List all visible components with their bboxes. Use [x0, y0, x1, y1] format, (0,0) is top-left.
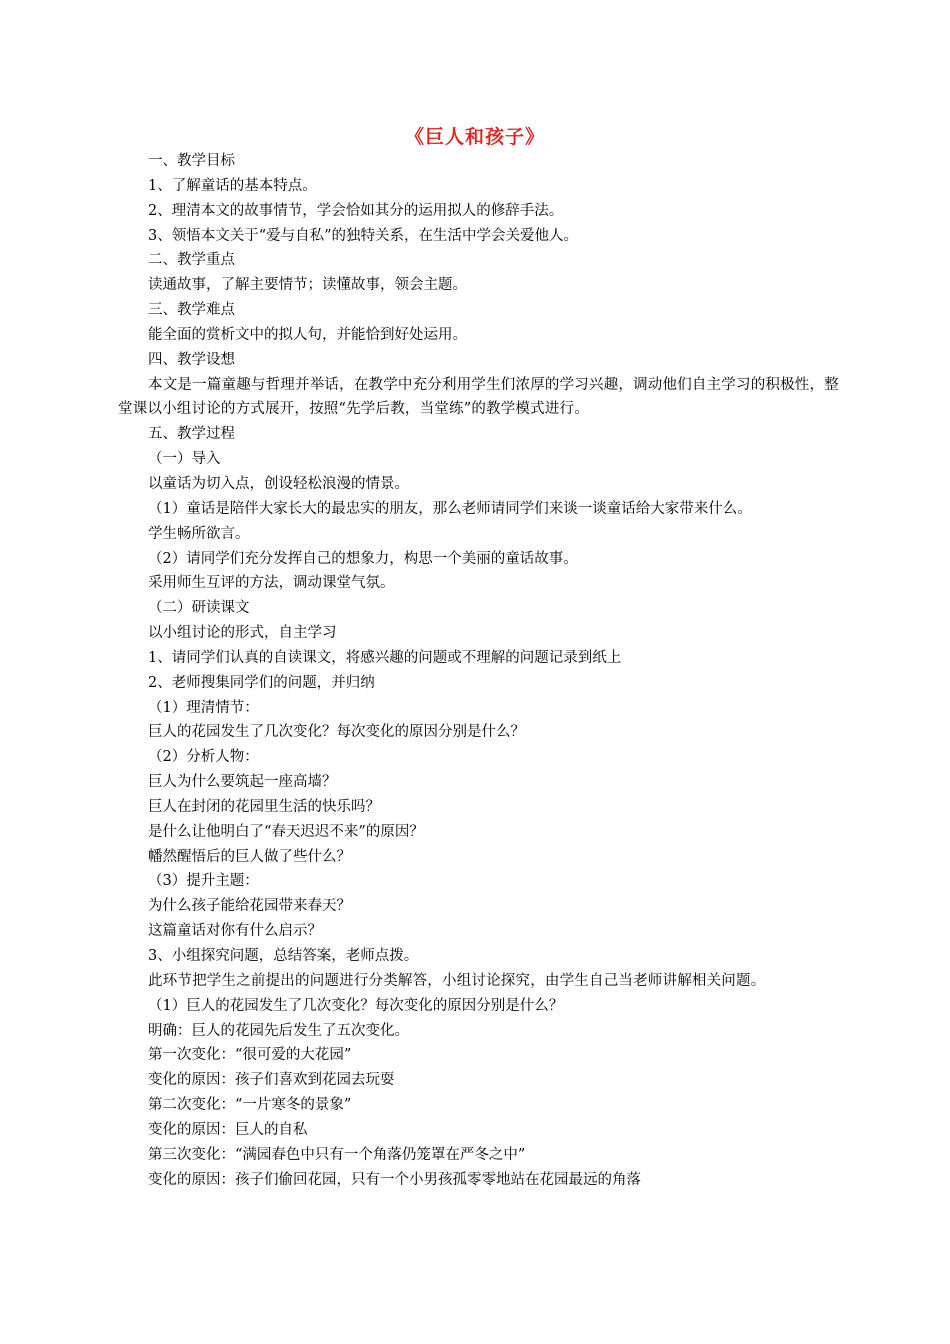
- paragraph: 第二次变化：“一片寒冬的景象”: [148, 1097, 352, 1114]
- section-heading: 五、教学过程: [148, 426, 235, 443]
- paragraph: 巨人为什么要筑起一座高墙？: [148, 774, 337, 791]
- paragraph: 能全面的赏析文中的拟人句，并能恰到好处运用。: [148, 326, 467, 343]
- paragraph: 以童话为切入点，创设轻松浪漫的情景。: [148, 475, 409, 492]
- paragraph: 学生畅所欲言。: [148, 525, 250, 542]
- paragraph: 第一次变化：“很可爱的大花园”: [148, 1047, 352, 1064]
- paragraph: （1）童话是陪伴大家长大的最忠实的朋友，那么老师请同学们来谈一谈童话给大家带来什么。: [148, 500, 752, 517]
- paragraph: 为什么孩子能给花园带来春天？: [148, 898, 351, 915]
- paragraph: （2）分析人物：: [148, 749, 259, 766]
- document-title: 《巨人和孩子》: [404, 126, 545, 148]
- paragraph: 变化的原因：孩子们喜欢到花园去玩耍: [148, 1072, 395, 1089]
- paragraph: 1、了解童话的基本特点。: [148, 177, 317, 194]
- paragraph: 变化的原因：孩子们偷回花园，只有一个小男孩孤零零地站在花园最远的角落: [148, 1171, 641, 1188]
- paragraph: 这篇童话对你有什么启示？: [148, 923, 322, 940]
- section-heading: 四、教学设想: [148, 351, 235, 368]
- paragraph: （1）巨人的花园发生了几次变化？每次变化的原因分别是什么？: [148, 997, 564, 1014]
- section-heading: 三、教学难点: [148, 302, 235, 319]
- document-body: [118, 149, 842, 1192]
- paragraph: 本文是一篇童趣与哲理并举话，在教学中充分利用学生们浓厚的学习兴趣，调动他们自主学习的积极性，整堂课以小组讨论的方式展开，按照“先学后教，当堂练”的教学模式进行。: [118, 376, 839, 418]
- section-heading: 一、教学目标: [148, 153, 235, 169]
- paragraph: （3）提升主题：: [148, 873, 259, 890]
- paragraph: 幡然醒悟后的巨人做了些什么？: [148, 848, 351, 865]
- paragraph: 巨人在封闭的花园里生活的快乐吗？: [148, 798, 380, 815]
- paragraph: 2、理清本文的故事情节，学会恰如其分的运用拟人的修辞手法。: [148, 202, 564, 219]
- section-heading: 二、教学重点: [148, 252, 235, 269]
- paragraph: 第三次变化：“满园春色中只有一个角落仍笼罩在严冬之中”: [148, 1146, 526, 1163]
- paragraph: 以小组讨论的形式，自主学习: [148, 625, 337, 642]
- paragraph: 采用师生互评的方法，调动课堂气氛。: [148, 575, 395, 592]
- subsection-heading: （二）研读课文: [148, 600, 250, 617]
- paragraph: 读通故事，了解主要情节；读懂故事，领会主题。: [148, 277, 467, 294]
- paragraph: （1）理清情节：: [148, 699, 259, 716]
- paragraph: 3、领悟本文关于“爱与自私”的独特关系，在生活中学会关爱他人。: [148, 227, 579, 244]
- subsection-heading: （一）导入: [148, 451, 221, 468]
- paragraph: 变化的原因：巨人的自私: [148, 1121, 308, 1138]
- paragraph: 是什么让他明白了“春天迟迟不来”的原因？: [148, 823, 424, 840]
- paragraph: 1、请同学们认真的自读课文，将感兴趣的问题或不理解的问题记录到纸上: [148, 649, 622, 666]
- paragraph: 3、小组探究问题，总结答案，老师点拨。: [148, 948, 419, 964]
- paragraph: 明确：巨人的花园先后发生了五次变化。: [148, 1022, 409, 1039]
- paragraph: （2）请同学们充分发挥自己的想象力，构思一个美丽的童话故事。: [148, 550, 578, 567]
- paragraph: 此环节把学生之前提出的问题进行分类解答，小组讨论探究，由学生自己当老师讲解相关问题。: [148, 972, 766, 989]
- paragraph: 巨人的花园发生了几次变化？每次变化的原因分别是什么？: [148, 724, 525, 741]
- paragraph: 2、老师搜集同学们的问题，并归纳: [148, 674, 375, 691]
